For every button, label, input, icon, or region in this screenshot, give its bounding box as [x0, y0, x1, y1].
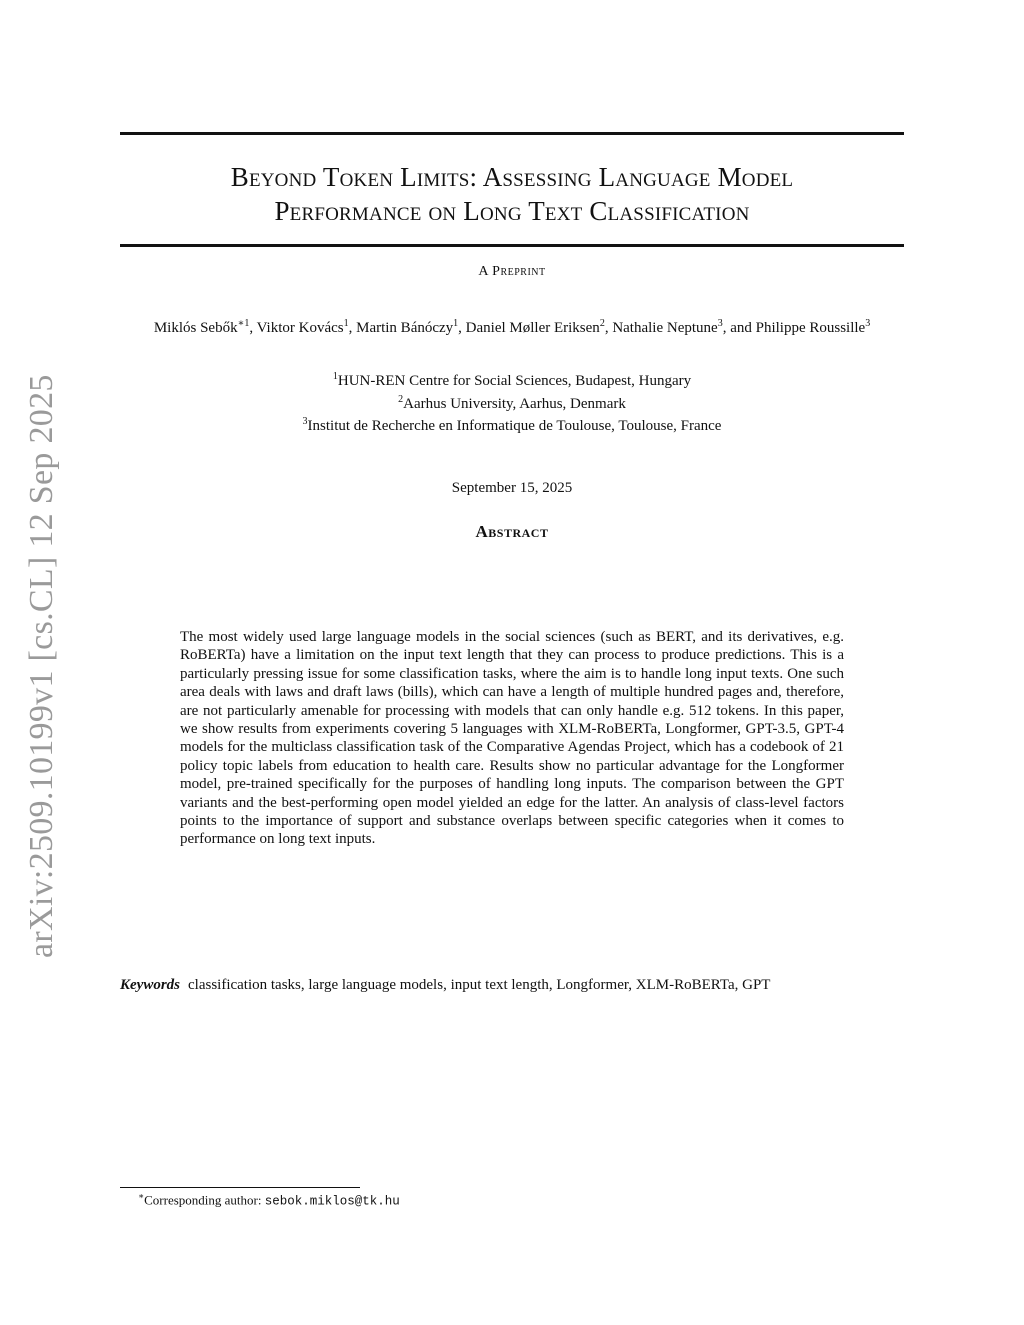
- footnote-text: Corresponding author:: [144, 1192, 265, 1208]
- author-list: [120, 314, 904, 338]
- affiliation-text: Institut de Recherche en Informatique de Toulouse, Toulouse, France: [307, 418, 722, 434]
- author-name: , Martin Bánóczy: [348, 320, 454, 336]
- title-line-1: Beyond Token Limits: Assessing Language Model: [230, 162, 794, 192]
- affiliation-mark: 1: [332, 371, 338, 382]
- affiliation-text: HUN-REN Centre for Social Sciences, Budapest, Hungary: [337, 373, 692, 389]
- keywords-label: Keywords: [120, 977, 180, 993]
- preprint-label: A Preprint: [478, 264, 546, 279]
- keywords-text: classification tasks, large language models, input text length, Longformer, XLM-RoBERTa, GPT: [188, 977, 771, 993]
- author-affil-mark: ∗1: [237, 318, 250, 329]
- author-affil-mark: 2: [599, 318, 605, 329]
- title-bottom-rule: [120, 244, 904, 247]
- corresponding-email: sebok.miklos@tk.hu: [264, 1194, 400, 1209]
- footnote-rule: [120, 1187, 360, 1188]
- title-top-rule: [120, 132, 904, 135]
- affiliation-mark: 3: [302, 416, 308, 427]
- author-name: Miklós Sebők: [153, 320, 238, 336]
- title-line-2: Performance on Long Text Classification: [274, 196, 750, 226]
- author-affil-mark: 1: [453, 318, 459, 329]
- footnote-mark: ∗: [138, 1191, 145, 1201]
- abstract-body: The most widely used large language models in the social sciences (such as BERT, and its derivatives, e.g. RoBERTa) have a limitation on the input text length that they can process to produce predictions. This is a particularly pressing issue for some classification tasks, where the aim is to handle long input texts. One such area deals with laws and draft laws (bills), which can have a length of multiple hundred pages and, therefore, are not particularly amenable for processing with models that can only handle e.g. 512 tokens. In this paper, we show results from experiments covering 5 languages with XLM-RoBERTa, Longformer, GPT-3.5, GPT-4 models for the multiclass classification task of the Comparative Agendas Project, which has a codebook of 21 policy topic labels from education to health care. Results show no particular advantage for the Longformer model, pre-trained specifically for the purposes of handling long inputs. The comparison between the GPT variants and the best-performing open model yielded an edge for the latter. An analysis of class-level factors points to the importance of support and substance overlaps between specific categories when it comes to performance on long text inputs.: [180, 629, 844, 848]
- paper-date: September 15, 2025: [451, 480, 573, 496]
- affiliation-text: Aarhus University, Aarhus, Denmark: [403, 395, 626, 412]
- author-name: , and Philippe Roussille: [722, 320, 866, 336]
- author-affil-mark: 3: [865, 318, 871, 329]
- abstract-heading: Abstract: [475, 522, 549, 541]
- author-affil-mark: 3: [717, 318, 723, 329]
- author-affil-mark: 1: [343, 318, 349, 329]
- paper-title: [120, 160, 904, 228]
- author-name: , Nathalie Neptune: [604, 320, 718, 336]
- arxiv-side-stamp: arXiv:2509.10199v1 [cs.CL] 12 Sep 2025: [23, 374, 60, 958]
- author-name: , Daniel Møller Eriksen: [458, 320, 600, 336]
- affiliation: [120, 368, 904, 391]
- author-name: , Viktor Kovács: [249, 320, 344, 336]
- affiliation-mark: 2: [398, 393, 404, 405]
- affiliation-list: [120, 368, 904, 436]
- affiliation: [120, 413, 904, 436]
- footnote: [138, 1191, 400, 1208]
- keywords-line: [120, 977, 904, 994]
- affiliation: [120, 391, 904, 414]
